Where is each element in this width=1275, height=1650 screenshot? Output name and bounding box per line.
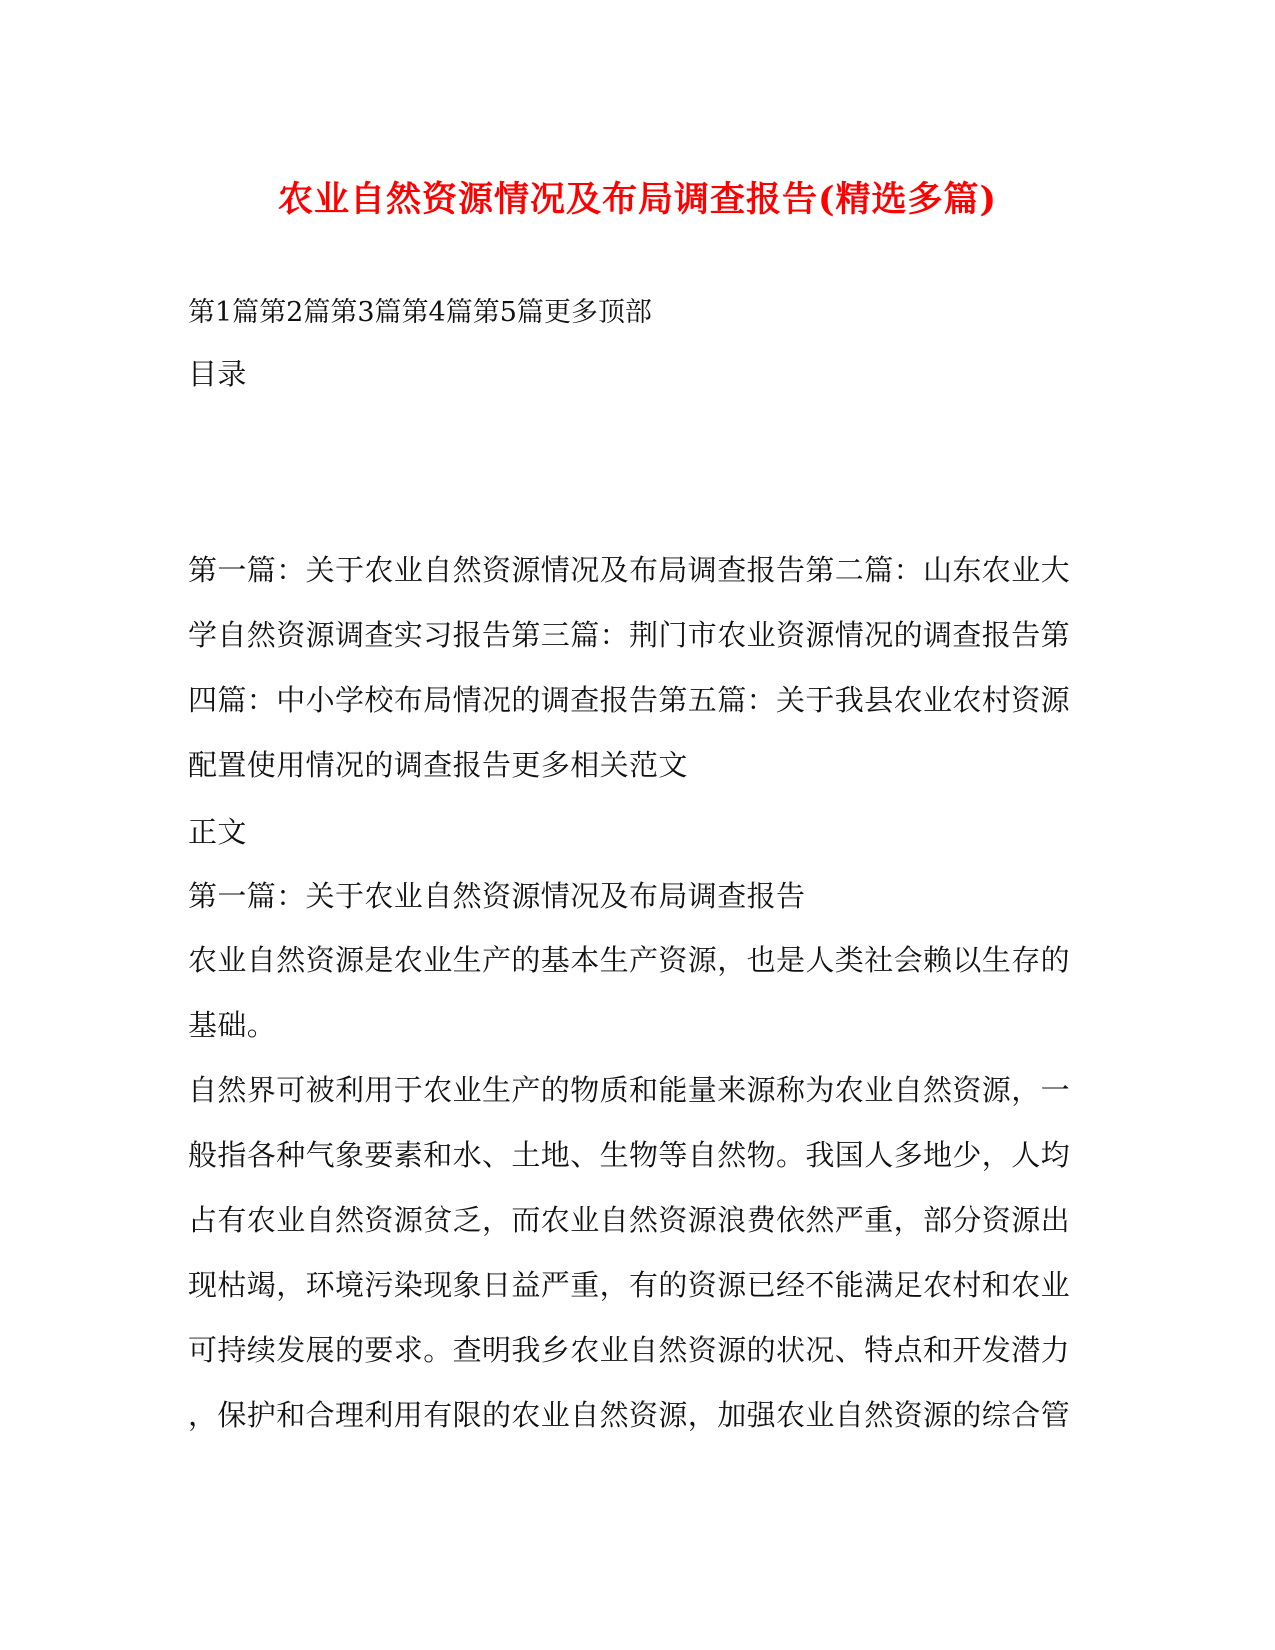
toc-heading: 目录 <box>188 357 247 391</box>
paragraph-line: ，保护和合理利用有限的农业自然资源，加强农业自然资源的综合管 <box>188 1398 1071 1432</box>
toc-line[interactable]: 四篇：中小学校布局情况的调查报告第五篇：关于我县农业农村资源 <box>188 683 1071 717</box>
nav-link-part-3[interactable]: 第3篇 <box>330 297 402 328</box>
nav-link-part-5[interactable]: 第5篇 <box>472 297 544 328</box>
nav-link-top[interactable]: 顶部 <box>597 297 652 328</box>
paragraph-line: 占有农业自然资源贫乏，而农业自然资源浪费依然严重，部分资源出 <box>188 1203 1071 1237</box>
nav-link-part-4[interactable]: 第4篇 <box>401 297 473 328</box>
section-title: 第一篇：关于农业自然资源情况及布局调查报告 <box>188 879 806 913</box>
paragraph-line: 农业自然资源是农业生产的基本生产资源，也是人类社会赖以生存的 <box>188 943 1071 977</box>
paragraph-line: 自然界可被利用于农业生产的物质和能量来源称为农业自然资源，一 <box>188 1073 1071 1107</box>
nav-link-more[interactable]: 更多 <box>543 297 598 328</box>
body-heading: 正文 <box>188 815 247 849</box>
nav-link-part-2[interactable]: 第2篇 <box>259 297 331 328</box>
paragraph-line: 现枯竭，环境污染现象日益严重，有的资源已经不能满足农村和农业 <box>188 1268 1071 1302</box>
article-nav <box>188 290 652 329</box>
toc-line[interactable]: 配置使用情况的调查报告更多相关范文 <box>188 748 688 782</box>
toc-line[interactable]: 学自然资源调查实习报告第三篇：荆门市农业资源情况的调查报告第 <box>188 618 1071 652</box>
document-title: 农业自然资源情况及布局调查报告(精选多篇) <box>277 179 998 220</box>
nav-link-part-1[interactable]: 第1篇 <box>188 297 260 328</box>
paragraph-line: 可持续发展的要求。查明我乡农业自然资源的状况、特点和开发潜力 <box>188 1333 1071 1367</box>
paragraph-line: 基础。 <box>188 1008 277 1042</box>
toc-line[interactable]: 第一篇：关于农业自然资源情况及布局调查报告第二篇：山东农业大 <box>188 553 1071 587</box>
paragraph-line: 般指各种气象要素和水、土地、生物等自然物。我国人多地少，人均 <box>188 1138 1071 1172</box>
